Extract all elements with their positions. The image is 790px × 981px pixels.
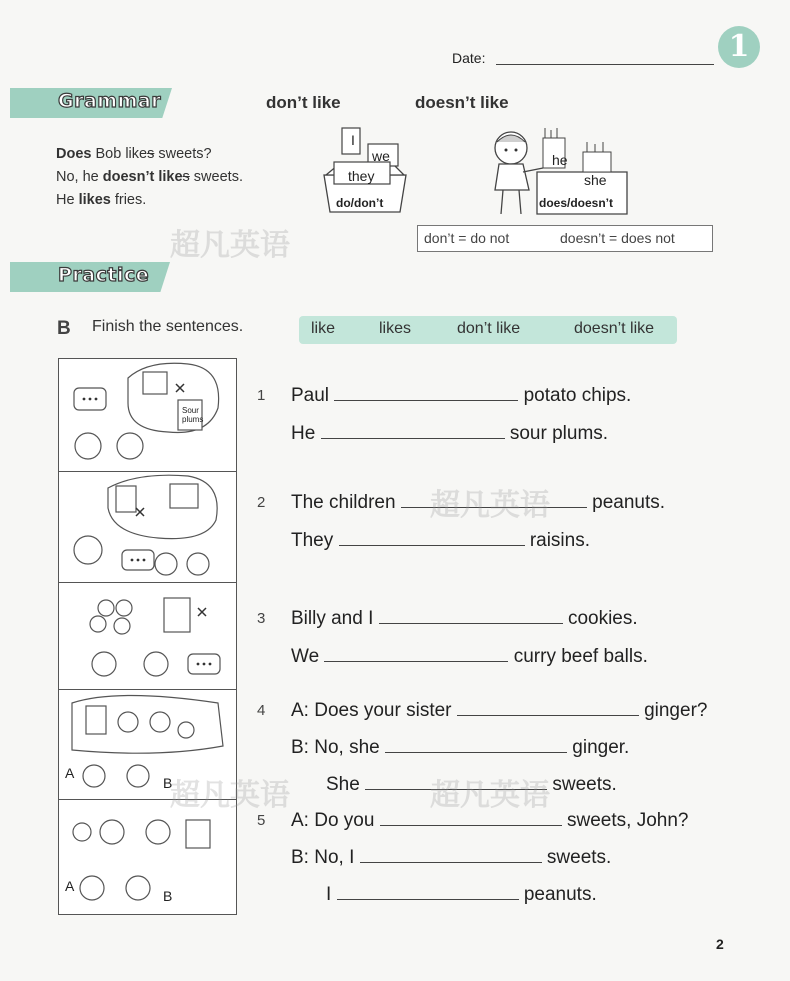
grammar-example-1: Does Bob likes sweets? [56,146,212,162]
answer-blank[interactable] [385,734,567,753]
note-dont: don’t = do not [424,230,510,246]
answer-blank[interactable] [457,697,639,716]
question-1-line-1: Paul potato chips. [291,382,631,407]
contraction-note-box [417,225,713,252]
box1-word-they: they [348,168,375,184]
grammar-example-3: He likes fries. [56,192,147,208]
exercise-letter: B [57,318,71,339]
page-number: 2 [716,936,724,952]
question-2-line-2: They raisins. [291,527,590,552]
box2-word-he: he [552,152,568,168]
watermark-text: 超凡英语 [170,779,290,812]
box1-word-i: I [351,132,355,148]
answer-blank[interactable] [360,844,542,863]
question-2-line-1: The children peanuts. [291,489,665,514]
word-bank [299,316,677,344]
question-4-line-2: B: No, she ginger. [291,734,629,759]
panel5-label-a: A [65,878,75,894]
answer-blank[interactable] [339,527,525,546]
box1-word-we: we [372,148,390,164]
date-blank[interactable] [496,64,714,65]
question-5-line-1: A: Do you sweets, John? [291,807,688,832]
instruction-text: Finish the sentences. [92,318,244,335]
question-number-4: 4 [257,702,266,719]
answer-blank[interactable] [379,605,563,624]
note-doesnt: doesn’t = does not [560,230,675,246]
grammar-heading-doesnt-like: doesn’t like [415,93,509,112]
box2-word-she: she [584,172,607,188]
grammar-example-2: No, he doesn’t likes sweets. [56,169,243,185]
watermark-text: 超凡英语 [430,779,550,812]
question-number-3: 3 [257,610,266,627]
question-3-line-2: We curry beef balls. [291,643,648,668]
watermark-text: 超凡英语 [430,489,550,522]
box1-label: do/don’t [336,196,384,210]
panel5-label-b: B [163,888,173,904]
answer-blank[interactable] [324,643,508,662]
watermark-text: 超凡英语 [170,229,290,262]
question-5-line-3: I peanuts. [326,881,597,906]
grammar-title: Grammar [58,90,162,112]
word-bank-like: like [311,320,336,337]
sour-plums-pack-label: Sour plums [182,406,204,424]
practice-title: Practice [58,264,150,286]
question-3-line-1: Billy and I cookies. [291,605,638,630]
question-number-1: 1 [257,387,266,404]
date-label: Date: [452,50,486,66]
word-bank-doesnt-like: doesn’t like [574,320,655,337]
question-1-line-2: He sour plums. [291,420,608,445]
picture-strip-drawings [58,358,236,914]
word-bank-dont-like: don’t like [457,320,521,337]
question-4-line-1: A: Does your sister ginger? [291,697,707,722]
answer-blank[interactable] [334,382,518,401]
word-bank-likes: likes [379,320,412,337]
box2-label: does/doesn’t [539,196,614,210]
answer-blank[interactable] [337,881,519,900]
question-4-line-3: She sweets. [326,771,617,796]
answer-blank[interactable] [321,420,505,439]
panel4-label-b: B [163,775,173,791]
grammar-heading-dont-like: don’t like [266,93,341,112]
unit-number-badge: 1 [718,26,760,68]
question-number-2: 2 [257,494,266,511]
question-number-5: 5 [257,812,266,829]
question-5-line-2: B: No, I sweets. [291,844,611,869]
panel4-label-a: A [65,765,75,781]
